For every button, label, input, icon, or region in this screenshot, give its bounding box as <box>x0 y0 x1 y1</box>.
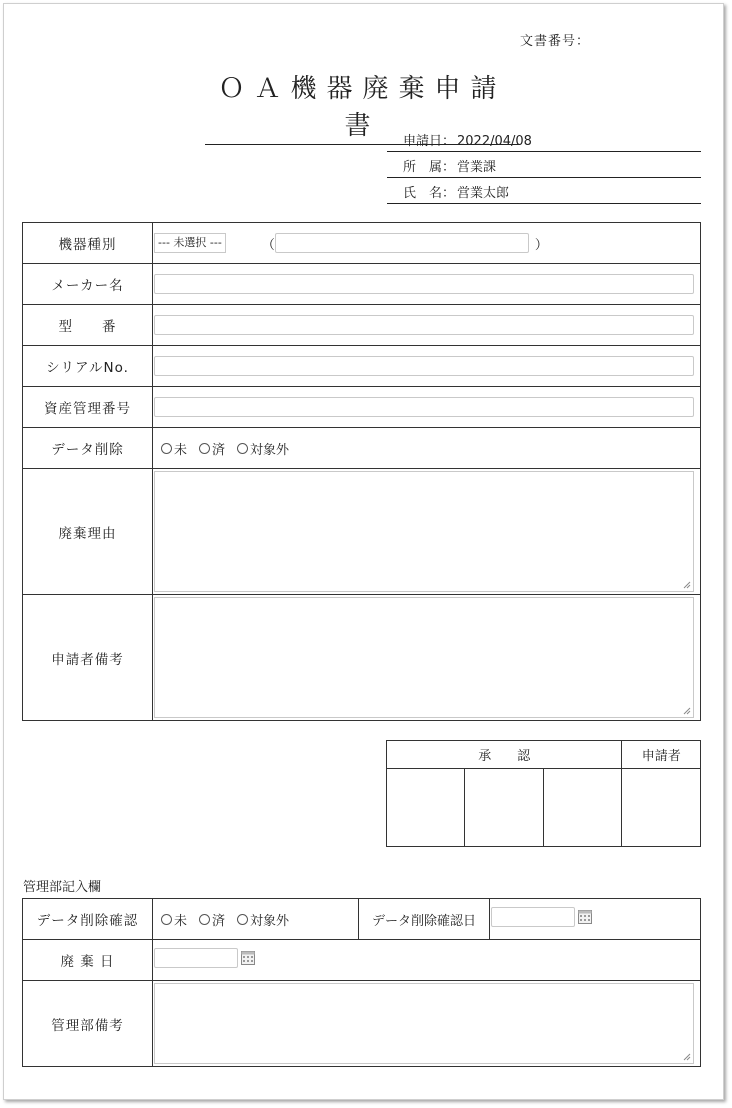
resize-handle-icon[interactable] <box>683 581 691 589</box>
option-label: 未 <box>174 442 188 458</box>
delete-confirm-date-cell <box>490 899 701 940</box>
reason-textarea[interactable] <box>154 471 694 592</box>
maker-cell <box>153 264 701 305</box>
data-delete-option-not[interactable] <box>161 439 187 458</box>
delete-confirm-radio-group <box>153 910 358 929</box>
resize-handle-icon[interactable] <box>683 707 691 715</box>
model-input[interactable] <box>154 315 694 335</box>
radio-icon[interactable] <box>199 914 210 925</box>
option-label: 済 <box>212 442 226 458</box>
admin-remarks-textarea[interactable] <box>154 983 694 1064</box>
admin-remarks-row <box>23 981 701 1067</box>
approve-header: 承 認 <box>387 741 622 769</box>
applicant-header: 申請者 <box>622 741 701 769</box>
reason-row <box>23 469 701 595</box>
department-row <box>387 157 701 178</box>
application-date-value: 2022/04/08 <box>457 134 532 149</box>
asset-cell <box>153 387 701 428</box>
equipment-type-other-input[interactable] <box>275 233 529 253</box>
remarks-cell <box>153 595 701 721</box>
radio-icon[interactable] <box>237 443 248 454</box>
calendar-icon[interactable] <box>578 910 592 924</box>
disposal-date-picker[interactable] <box>154 948 255 968</box>
radio-icon[interactable] <box>199 443 210 454</box>
radio-icon[interactable] <box>237 914 248 925</box>
delete-confirm-date-label: データ削除確認日 <box>359 899 490 940</box>
approval-stamp-cell <box>387 769 465 847</box>
reason-label: 廃棄理由 <box>23 469 153 595</box>
department-label: 所 属： <box>403 160 456 175</box>
model-label: 型 番 <box>23 305 153 346</box>
disposal-date-label: 廃 棄 日 <box>23 940 153 981</box>
admin-remarks-label: 管理部備考 <box>23 981 153 1067</box>
paren-close: ） <box>534 237 548 253</box>
remarks-row <box>23 595 701 721</box>
department-value: 営業課 <box>457 160 497 175</box>
approval-stamp-cell <box>465 769 543 847</box>
delete-confirm-date-input[interactable] <box>491 907 575 927</box>
data-delete-option-done[interactable] <box>199 439 225 458</box>
serial-row <box>23 346 701 387</box>
disposal-date-cell <box>153 940 701 981</box>
delete-confirm-option-done[interactable] <box>199 910 225 929</box>
doc-number-label: 文書番号： <box>520 34 591 49</box>
serial-input[interactable] <box>154 356 694 376</box>
page-title: ＯＡ機器廃棄申請書 <box>205 68 520 145</box>
equipment-type-label: 機器種別 <box>23 223 153 264</box>
asset-input[interactable] <box>154 397 694 417</box>
serial-label: シリアルNo. <box>23 346 153 387</box>
approval-header-row <box>387 741 701 769</box>
asset-label: 資産管理番号 <box>23 387 153 428</box>
delete-confirm-option-not[interactable] <box>161 910 187 929</box>
delete-confirm-label: データ削除確認 <box>23 899 153 940</box>
option-label: 対象外 <box>250 913 290 929</box>
disposal-date-row <box>23 940 701 981</box>
maker-row <box>23 264 701 305</box>
applicant-stamp-cell <box>622 769 701 847</box>
calendar-icon[interactable] <box>241 951 255 965</box>
name-label: 氏 名： <box>403 186 456 201</box>
name-row <box>387 183 701 204</box>
name-value: 営業太郎 <box>457 186 510 201</box>
paren-open: （ <box>261 237 275 253</box>
delete-confirm-option-na[interactable] <box>237 910 289 929</box>
reason-cell <box>153 469 701 595</box>
option-label: 済 <box>212 913 226 929</box>
option-label: 未 <box>174 913 188 929</box>
data-delete-radio-group <box>153 439 700 458</box>
delete-confirm-date-picker[interactable] <box>491 907 592 927</box>
maker-label: メーカー名 <box>23 264 153 305</box>
resize-handle-icon[interactable] <box>683 1053 691 1061</box>
remarks-textarea[interactable] <box>154 597 694 718</box>
radio-icon[interactable] <box>161 914 172 925</box>
serial-cell <box>153 346 701 387</box>
maker-input[interactable] <box>154 274 694 294</box>
admin-remarks-cell <box>153 981 701 1067</box>
equipment-type-row <box>23 223 701 264</box>
application-form-table <box>22 222 701 721</box>
equipment-type-cell <box>153 223 701 264</box>
delete-confirm-row <box>23 899 701 940</box>
radio-icon[interactable] <box>161 443 172 454</box>
data-delete-cell <box>153 428 701 469</box>
admin-table <box>22 898 701 1067</box>
application-date-label: 申請日： <box>403 134 456 149</box>
remarks-label: 申請者備考 <box>23 595 153 721</box>
data-delete-label: データ削除 <box>23 428 153 469</box>
asset-row <box>23 387 701 428</box>
delete-confirm-cell <box>153 899 359 940</box>
application-date-row <box>387 131 701 152</box>
equipment-type-select[interactable]: --- 未選択 --- <box>154 233 226 253</box>
model-row <box>23 305 701 346</box>
admin-section-title: 管理部記入欄 <box>23 880 102 895</box>
option-label: 対象外 <box>250 442 290 458</box>
approval-stamp-row <box>387 769 701 847</box>
disposal-date-input[interactable] <box>154 948 238 968</box>
approval-table <box>386 740 701 847</box>
model-cell <box>153 305 701 346</box>
data-delete-row <box>23 428 701 469</box>
approval-stamp-cell <box>543 769 621 847</box>
data-delete-option-na[interactable] <box>237 439 289 458</box>
